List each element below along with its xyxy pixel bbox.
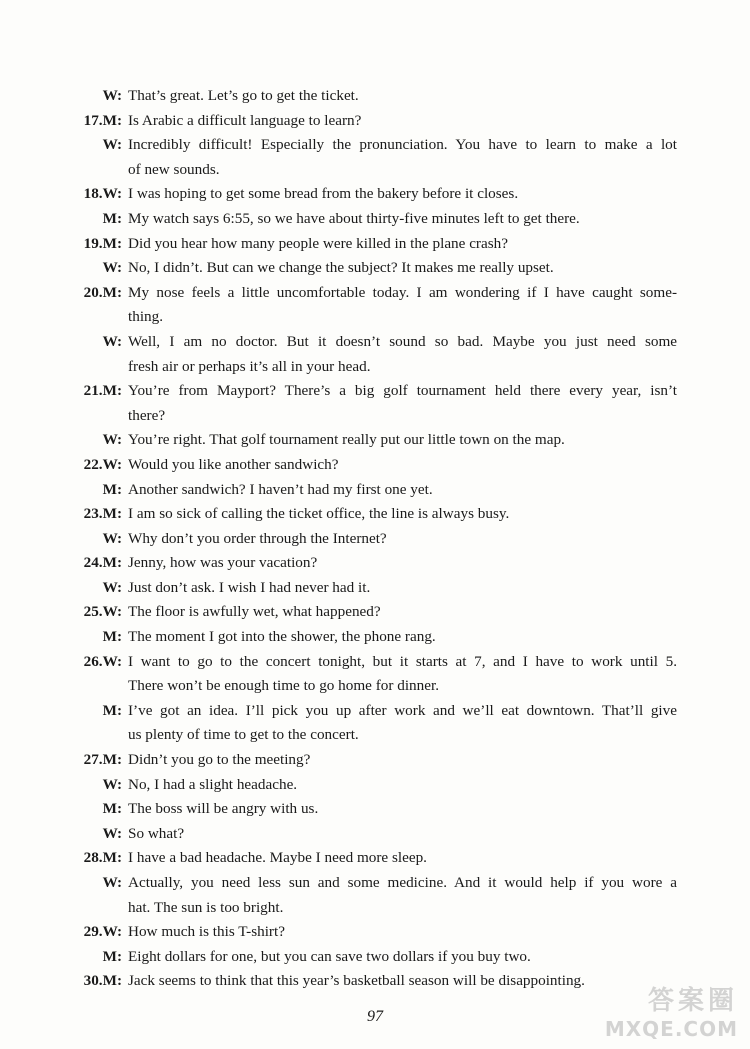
speaker-label: 27.M: bbox=[83, 751, 122, 769]
speaker-initial: W bbox=[102, 136, 117, 154]
item-number: 27. bbox=[83, 751, 103, 769]
speaker-initial: M bbox=[102, 480, 117, 498]
dialogue-text: hat. The sun is too bright. bbox=[128, 898, 284, 916]
speaker-label: 24.M: bbox=[83, 554, 122, 572]
item-number: 21. bbox=[83, 382, 103, 400]
dialogue-text: I want to go to the concert tonight, but it starts at 7, and I have to work until 5. bbox=[128, 652, 677, 670]
dialogue-line bbox=[0, 945, 750, 970]
dialogue-line bbox=[0, 256, 750, 281]
speaker-label: 17.M: bbox=[83, 111, 122, 129]
dialogue-text: thing. bbox=[128, 308, 164, 326]
dialogue-text: there? bbox=[128, 406, 166, 424]
item-number: 20. bbox=[83, 283, 103, 301]
dialogue-line bbox=[0, 281, 750, 306]
dialogue-line bbox=[0, 748, 750, 773]
speaker-initial: M bbox=[102, 701, 117, 719]
dialogue-line bbox=[0, 699, 750, 724]
speaker-label: 23.M: bbox=[83, 505, 122, 523]
speaker-initial: M bbox=[102, 972, 117, 990]
speaker-initial: M bbox=[102, 209, 117, 227]
dialogue-text: I am so sick of calling the ticket office, the line is always busy. bbox=[128, 505, 510, 523]
dialogue-line bbox=[0, 871, 750, 896]
dialogue-line bbox=[0, 84, 750, 109]
speaker-label: W: bbox=[102, 431, 122, 449]
dialogue-line bbox=[0, 453, 750, 478]
dialogue-text: No, I didn’t. But can we change the subject? It makes me really upset. bbox=[128, 259, 554, 277]
item-number: 26. bbox=[83, 652, 103, 670]
dialogue-line bbox=[0, 158, 750, 183]
dialogue-line bbox=[0, 551, 750, 576]
dialogue-line bbox=[0, 846, 750, 871]
speaker-initial: W bbox=[102, 529, 117, 547]
dialogue-text: That’s great. Let’s go to get the ticket. bbox=[128, 87, 359, 104]
speaker-initial: M bbox=[102, 283, 117, 301]
dialogue-text: Jenny, how was your vacation? bbox=[128, 554, 318, 572]
dialogue-text: How much is this T-shirt? bbox=[128, 923, 285, 941]
dialogue-text: Why don’t you order through the Internet? bbox=[128, 529, 387, 547]
dialogue-text: The moment I got into the shower, the phone rang. bbox=[128, 628, 436, 646]
dialogue-line bbox=[0, 133, 750, 158]
speaker-label: 18.W: bbox=[83, 185, 122, 203]
speaker-label: 22.W: bbox=[83, 455, 122, 473]
dialogue-line bbox=[0, 502, 750, 527]
speaker-label: 21.M: bbox=[83, 382, 122, 400]
speaker-label: W: bbox=[102, 824, 122, 842]
speaker-label: 30.M: bbox=[83, 972, 122, 990]
speaker-label: W: bbox=[102, 259, 122, 277]
speaker-initial: W bbox=[102, 603, 117, 621]
dialogue-line bbox=[0, 109, 750, 134]
speaker-label: M: bbox=[102, 628, 122, 646]
dialogue-text: Well, I am no doctor. But it doesn’t sound so bad. Maybe you just need some bbox=[128, 332, 677, 350]
speaker-label: M: bbox=[102, 480, 122, 498]
dialogue-line bbox=[0, 305, 750, 330]
speaker-initial: M bbox=[102, 382, 117, 400]
dialogue-text: Another sandwich? I haven’t had my first one yet. bbox=[128, 480, 433, 498]
item-number: 28. bbox=[83, 849, 103, 867]
dialogue-line bbox=[0, 723, 750, 748]
speaker-initial: W bbox=[102, 259, 117, 277]
speaker-label: M: bbox=[102, 209, 122, 227]
dialogue-line bbox=[0, 355, 750, 380]
dialogue-line bbox=[0, 650, 750, 675]
speaker-initial: W bbox=[102, 923, 117, 941]
dialogue-text: No, I had a slight headache. bbox=[128, 775, 298, 793]
speaker-initial: M bbox=[102, 111, 117, 129]
item-number: 30. bbox=[83, 972, 103, 990]
dialogue-text: So what? bbox=[128, 824, 185, 842]
speaker-initial: M bbox=[102, 947, 117, 965]
dialogue-text: I have a bad headache. Maybe I need more sleep. bbox=[128, 849, 427, 867]
dialogue-text: Just don’t ask. I wish I had never had it. bbox=[128, 578, 371, 596]
page-number: 97 bbox=[367, 1008, 383, 1025]
item-number: 17. bbox=[83, 111, 103, 129]
dialogue-text: I was hoping to get some bread from the bakery before it closes. bbox=[128, 185, 519, 203]
speaker-label: W: bbox=[102, 332, 122, 350]
speaker-label: W: bbox=[102, 874, 122, 891]
item-number: 29. bbox=[83, 923, 103, 941]
item-number: 22. bbox=[83, 455, 103, 473]
dialogue-text: Would you like another sandwich? bbox=[128, 455, 339, 473]
dialogue-line bbox=[0, 330, 750, 355]
dialogue-line bbox=[0, 379, 750, 404]
dialogue-text: Jack seems to think that this year’s basketball season will be disappointing. bbox=[128, 972, 585, 990]
speaker-initial: W bbox=[102, 652, 117, 670]
speaker-label: M: bbox=[102, 701, 122, 719]
speaker-initial: M bbox=[102, 628, 117, 646]
dialogue-line bbox=[0, 625, 750, 650]
watermark-bottom: MXQE.COM bbox=[604, 1017, 738, 1041]
dialogue-text: There won’t be enough time to go home for dinner. bbox=[128, 677, 439, 695]
dialogue-text: Incredibly difficult! Especially the pronunciation. You have to learn to make a lot bbox=[128, 136, 677, 154]
speaker-initial: W bbox=[102, 578, 117, 596]
speaker-label: M: bbox=[102, 947, 122, 965]
dialogue-line bbox=[0, 404, 750, 429]
speaker-label: W: bbox=[102, 529, 122, 547]
item-number: 19. bbox=[83, 234, 103, 252]
dialogue-line bbox=[0, 478, 750, 503]
dialogue-line bbox=[0, 896, 750, 921]
speaker-label: M: bbox=[102, 800, 122, 818]
dialogue-text: You’re right. That golf tournament really put our little town on the map. bbox=[128, 431, 565, 449]
dialogue-line bbox=[0, 232, 750, 257]
dialogue-line bbox=[0, 822, 750, 847]
dialogue-text: Didn’t you go to the meeting? bbox=[128, 751, 311, 769]
speaker-initial: M bbox=[102, 849, 117, 867]
speaker-label: 28.M: bbox=[83, 849, 122, 867]
dialogue-line bbox=[0, 674, 750, 699]
item-number: 23. bbox=[83, 505, 103, 523]
dialogue-line bbox=[0, 428, 750, 453]
speaker-initial: W bbox=[102, 874, 117, 891]
speaker-initial: M bbox=[102, 800, 117, 818]
speaker-initial: M bbox=[102, 505, 117, 523]
speaker-initial: M bbox=[102, 234, 117, 252]
item-number: 24. bbox=[83, 554, 103, 572]
speaker-label: W: bbox=[102, 87, 122, 104]
dialogue-text: You’re from Mayport? There’s a big golf tournament held there every year, isn’t bbox=[128, 382, 677, 400]
dialogue-line bbox=[0, 600, 750, 625]
dialogue-line bbox=[0, 527, 750, 552]
speaker-label: 29.W: bbox=[83, 923, 122, 941]
dialogue-text: Did you hear how many people were killed in the plane crash? bbox=[128, 234, 508, 252]
dialogue-line bbox=[0, 920, 750, 945]
speaker-initial: W bbox=[102, 775, 117, 793]
dialogue-line bbox=[0, 182, 750, 207]
speaker-initial: W bbox=[102, 455, 117, 473]
speaker-initial: M bbox=[102, 751, 117, 769]
dialogue-text: Is Arabic a difficult language to learn? bbox=[128, 111, 362, 129]
dialogue-line bbox=[0, 797, 750, 822]
speaker-initial: W bbox=[102, 332, 117, 350]
speaker-label: 19.M: bbox=[83, 234, 122, 252]
dialogue-text: Eight dollars for one, but you can save two dollars if you buy two. bbox=[128, 947, 531, 965]
dialogue-text: The floor is awfully wet, what happened? bbox=[128, 603, 381, 621]
transcript bbox=[0, 84, 750, 994]
item-number: 25. bbox=[83, 603, 103, 621]
dialogue-text: My watch says 6:55, so we have about thirty-five minutes left to get there. bbox=[128, 209, 580, 227]
dialogue-text: of new sounds. bbox=[128, 160, 220, 178]
dialogue-text: I’ve got an idea. I’ll pick you up after work and we’ll eat downtown. That’ll give bbox=[128, 701, 677, 719]
dialogue-text: My nose feels a little uncomfortable today. I am wondering if I have caught some- bbox=[128, 283, 677, 301]
dialogue-text: us plenty of time to get to the concert. bbox=[128, 726, 359, 744]
dialogue-text: Actually, you need less sun and some medicine. And it would help if you wore a bbox=[128, 874, 677, 891]
speaker-label: 26.W: bbox=[83, 652, 122, 670]
item-number: 18. bbox=[83, 185, 103, 203]
watermark-logo bbox=[605, 980, 738, 1041]
speaker-initial: W bbox=[102, 185, 117, 203]
watermark-top: 答案圈 bbox=[647, 986, 738, 1016]
speaker-label: 20.M: bbox=[83, 283, 122, 301]
speaker-label: W: bbox=[102, 136, 122, 154]
speaker-initial: W bbox=[102, 431, 117, 449]
speaker-initial: W bbox=[102, 87, 117, 104]
dialogue-line bbox=[0, 773, 750, 798]
speaker-label: W: bbox=[102, 775, 122, 793]
speaker-label: 25.W: bbox=[83, 603, 122, 621]
speaker-label: W: bbox=[102, 578, 122, 596]
dialogue-line bbox=[0, 576, 750, 601]
dialogue-line bbox=[0, 207, 750, 232]
dialogue-text: The boss will be angry with us. bbox=[128, 800, 319, 818]
dialogue-text: fresh air or perhaps it’s all in your head. bbox=[128, 357, 371, 375]
speaker-initial: W bbox=[102, 824, 117, 842]
speaker-initial: M bbox=[102, 554, 117, 572]
